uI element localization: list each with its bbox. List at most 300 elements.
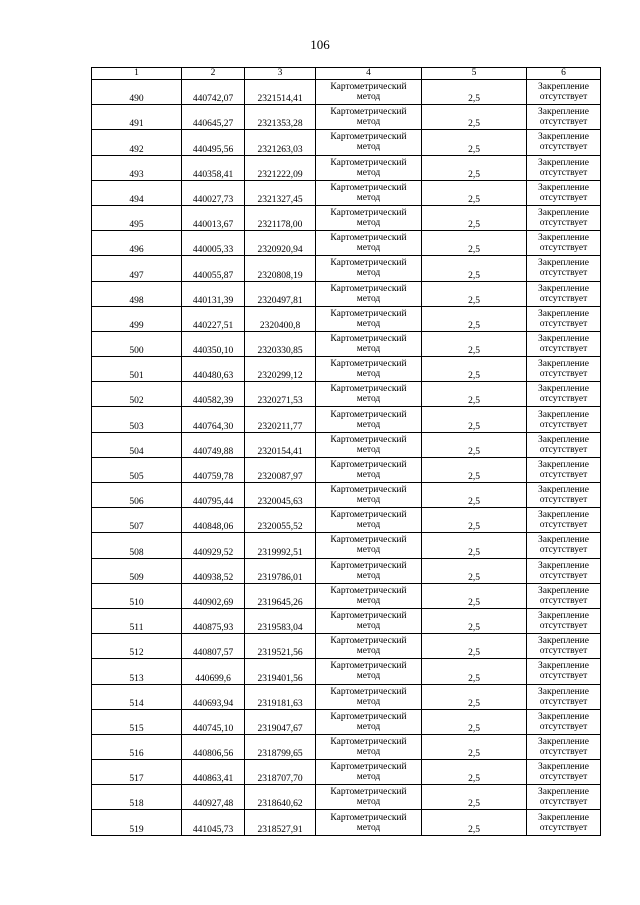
fix-line1: Закрепление — [538, 107, 589, 118]
method-line1: Картометрический — [330, 535, 407, 546]
fixing-cell — [527, 583, 601, 608]
fix-line2: отсутствует — [539, 671, 588, 682]
method-line1: Картометрический — [330, 611, 407, 622]
fix-line2: отсутствует — [539, 570, 588, 581]
fixing-cell — [527, 709, 601, 734]
coordinate-x: 440645,27 — [182, 105, 245, 130]
coordinate-y: 2320087,97 — [245, 457, 316, 482]
method-line1: Картометрический — [330, 510, 407, 521]
fixing-cell — [527, 734, 601, 759]
coordinate-x: 440013,67 — [182, 205, 245, 230]
error-value: 2,5 — [422, 231, 527, 256]
coordinate-y: 2318707,70 — [245, 760, 316, 785]
point-number: 498 — [92, 281, 182, 306]
method-cell — [316, 130, 422, 155]
error-value: 2,5 — [422, 281, 527, 306]
point-number: 504 — [92, 432, 182, 457]
fix-line2: отсутствует — [539, 369, 588, 380]
fixing-cell — [527, 231, 601, 256]
coordinate-x: 440027,73 — [182, 180, 245, 205]
fix-line2: отсутствует — [539, 495, 588, 506]
fix-line2: отсутствует — [539, 746, 588, 757]
coordinate-x: 440795,44 — [182, 483, 245, 508]
fix-line1: Закрепление — [538, 157, 589, 168]
error-value: 2,5 — [422, 407, 527, 432]
coordinate-x: 440875,93 — [182, 608, 245, 633]
method-line2: метод — [356, 469, 381, 480]
method-line1: Картометрический — [330, 686, 407, 697]
method-line2: метод — [356, 243, 381, 254]
table-row — [92, 130, 601, 155]
error-value: 2,5 — [422, 256, 527, 281]
error-value: 2,5 — [422, 483, 527, 508]
point-number: 493 — [92, 155, 182, 180]
fix-line2: отсутствует — [539, 293, 588, 304]
fix-line1: Закрепление — [538, 736, 589, 747]
method-cell — [316, 734, 422, 759]
fix-line1: Закрепление — [538, 283, 589, 294]
error-value: 2,5 — [422, 306, 527, 331]
fixing-cell — [527, 80, 601, 105]
method-line2: метод — [356, 318, 381, 329]
coordinate-y: 2320497,81 — [245, 281, 316, 306]
method-cell — [316, 457, 422, 482]
method-line2: метод — [356, 293, 381, 304]
fix-line1: Закрепление — [538, 762, 589, 773]
fix-line1: Закрепление — [538, 233, 589, 244]
fixing-cell — [527, 357, 601, 382]
error-value: 2,5 — [422, 684, 527, 709]
method-line2: метод — [356, 570, 381, 581]
error-value: 2,5 — [422, 634, 527, 659]
fix-line1: Закрепление — [538, 208, 589, 219]
table-row — [92, 432, 601, 457]
method-line2: метод — [356, 520, 381, 531]
coordinate-y: 2318527,91 — [245, 810, 316, 835]
table-row — [92, 306, 601, 331]
method-line1: Картометрический — [330, 308, 407, 319]
fix-line2: отсутствует — [539, 520, 588, 531]
coordinate-y: 2321327,45 — [245, 180, 316, 205]
table-row — [92, 457, 601, 482]
coordinate-x: 440227,51 — [182, 306, 245, 331]
method-cell — [316, 432, 422, 457]
method-cell — [316, 331, 422, 356]
fixing-cell — [527, 205, 601, 230]
method-cell — [316, 256, 422, 281]
coordinate-x: 440582,39 — [182, 382, 245, 407]
point-number: 507 — [92, 508, 182, 533]
table-row — [92, 80, 601, 105]
point-number: 519 — [92, 810, 182, 835]
fix-line2: отсутствует — [539, 394, 588, 405]
coordinate-y: 2320055,52 — [245, 508, 316, 533]
table-row — [92, 659, 601, 684]
column-header: 5 — [422, 68, 527, 80]
method-line1: Картометрический — [330, 812, 407, 823]
table-row — [92, 281, 601, 306]
coordinate-y: 2320154,41 — [245, 432, 316, 457]
coordinate-x: 440807,57 — [182, 634, 245, 659]
coordinate-x: 440927,48 — [182, 785, 245, 810]
table-row — [92, 483, 601, 508]
fix-line2: отсутствует — [539, 822, 588, 833]
method-cell — [316, 760, 422, 785]
fixing-cell — [527, 256, 601, 281]
fixing-cell — [527, 558, 601, 583]
coordinate-x: 440742,07 — [182, 80, 245, 105]
error-value: 2,5 — [422, 130, 527, 155]
error-value: 2,5 — [422, 785, 527, 810]
coordinate-x: 440863,41 — [182, 760, 245, 785]
fixing-cell — [527, 608, 601, 633]
table-row — [92, 558, 601, 583]
table-row — [92, 760, 601, 785]
point-number: 514 — [92, 684, 182, 709]
fix-line2: отсутствует — [539, 419, 588, 430]
coordinate-x: 440055,87 — [182, 256, 245, 281]
method-cell — [316, 483, 422, 508]
fix-line1: Закрепление — [538, 434, 589, 445]
coordinate-y: 2321353,28 — [245, 105, 316, 130]
method-line2: метод — [356, 419, 381, 430]
method-line1: Картометрический — [330, 636, 407, 647]
method-line2: метод — [356, 192, 381, 203]
coordinate-x: 440929,52 — [182, 533, 245, 558]
method-line2: метод — [356, 797, 381, 808]
table-row — [92, 810, 601, 835]
table-row — [92, 634, 601, 659]
method-cell — [316, 659, 422, 684]
column-header: 4 — [316, 68, 422, 80]
coordinate-y: 2319583,04 — [245, 608, 316, 633]
table-row — [92, 684, 601, 709]
coordinate-x: 440358,41 — [182, 155, 245, 180]
fixing-cell — [527, 483, 601, 508]
method-line1: Картометрический — [330, 107, 407, 118]
error-value: 2,5 — [422, 432, 527, 457]
point-number: 513 — [92, 659, 182, 684]
method-line1: Картометрический — [330, 233, 407, 244]
point-number: 499 — [92, 306, 182, 331]
error-value: 2,5 — [422, 608, 527, 633]
error-value: 2,5 — [422, 810, 527, 835]
fix-line2: отсутствует — [539, 696, 588, 707]
method-line1: Картометрический — [330, 485, 407, 496]
coordinate-x: 440749,88 — [182, 432, 245, 457]
fix-line1: Закрепление — [538, 258, 589, 269]
column-header: 2 — [182, 68, 245, 80]
fixing-cell — [527, 130, 601, 155]
method-line2: метод — [356, 545, 381, 556]
fix-line1: Закрепление — [538, 535, 589, 546]
fixing-cell — [527, 457, 601, 482]
coordinate-x: 440745,10 — [182, 709, 245, 734]
method-cell — [316, 583, 422, 608]
point-number: 495 — [92, 205, 182, 230]
method-line2: метод — [356, 343, 381, 354]
method-line2: метод — [356, 621, 381, 632]
method-line1: Картометрический — [330, 333, 407, 344]
coordinate-x: 440005,33 — [182, 231, 245, 256]
method-cell — [316, 180, 422, 205]
fix-line1: Закрепление — [538, 812, 589, 823]
coordinate-y: 2321178,00 — [245, 205, 316, 230]
fixing-cell — [527, 785, 601, 810]
method-cell — [316, 80, 422, 105]
fix-line2: отсутствует — [539, 243, 588, 254]
table-row — [92, 105, 601, 130]
method-cell — [316, 810, 422, 835]
error-value: 2,5 — [422, 709, 527, 734]
coordinate-y: 2320271,53 — [245, 382, 316, 407]
table-header-row — [92, 68, 601, 80]
fix-line1: Закрепление — [538, 485, 589, 496]
coordinate-y: 2318799,65 — [245, 734, 316, 759]
method-line1: Картометрический — [330, 283, 407, 294]
point-number: 497 — [92, 256, 182, 281]
point-number: 518 — [92, 785, 182, 810]
coordinate-y: 2321222,09 — [245, 155, 316, 180]
fixing-cell — [527, 281, 601, 306]
coordinate-y: 2320211,77 — [245, 407, 316, 432]
coordinate-y: 2319181,63 — [245, 684, 316, 709]
method-line2: метод — [356, 92, 381, 103]
method-line2: метод — [356, 167, 381, 178]
table-row — [92, 533, 601, 558]
method-line1: Картометрический — [330, 359, 407, 370]
point-number: 490 — [92, 80, 182, 105]
fixing-cell — [527, 508, 601, 533]
method-line2: метод — [356, 646, 381, 657]
method-cell — [316, 357, 422, 382]
coordinate-x: 440902,69 — [182, 583, 245, 608]
error-value: 2,5 — [422, 180, 527, 205]
method-line1: Картометрический — [330, 384, 407, 395]
method-line1: Картометрический — [330, 208, 407, 219]
coordinate-y: 2319992,51 — [245, 533, 316, 558]
fix-line2: отсутствует — [539, 167, 588, 178]
page-number: 106 — [310, 37, 330, 52]
fix-line2: отсутствует — [539, 192, 588, 203]
column-header: 1 — [92, 68, 182, 80]
method-line2: метод — [356, 822, 381, 833]
coordinate-y: 2320808,19 — [245, 256, 316, 281]
method-line1: Картометрический — [330, 736, 407, 747]
point-number: 511 — [92, 608, 182, 633]
coordinate-y: 2319521,56 — [245, 634, 316, 659]
fixing-cell — [527, 659, 601, 684]
method-cell — [316, 205, 422, 230]
coordinate-y: 2320920,94 — [245, 231, 316, 256]
fix-line1: Закрепление — [538, 384, 589, 395]
method-cell — [316, 306, 422, 331]
coordinate-y: 2318640,62 — [245, 785, 316, 810]
fix-line2: отсутствует — [539, 469, 588, 480]
fix-line1: Закрепление — [538, 510, 589, 521]
fix-line1: Закрепление — [538, 560, 589, 571]
coordinate-x: 440938,52 — [182, 558, 245, 583]
coordinate-y: 2320330,85 — [245, 331, 316, 356]
method-line1: Картометрический — [330, 258, 407, 269]
coordinate-y: 2321514,41 — [245, 80, 316, 105]
fixing-cell — [527, 382, 601, 407]
coordinate-y: 2319645,26 — [245, 583, 316, 608]
fixing-cell — [527, 760, 601, 785]
error-value: 2,5 — [422, 760, 527, 785]
fix-line1: Закрепление — [538, 686, 589, 697]
fixing-cell — [527, 331, 601, 356]
point-number: 501 — [92, 357, 182, 382]
method-line2: метод — [356, 495, 381, 506]
table-row — [92, 256, 601, 281]
fix-line2: отсутствует — [539, 92, 588, 103]
table-row — [92, 709, 601, 734]
error-value: 2,5 — [422, 382, 527, 407]
fixing-cell — [527, 432, 601, 457]
error-value: 2,5 — [422, 533, 527, 558]
method-line2: метод — [356, 671, 381, 682]
fixing-cell — [527, 155, 601, 180]
method-line1: Картометрический — [330, 434, 407, 445]
method-line1: Картометрический — [330, 182, 407, 193]
coordinate-y: 2320400,8 — [245, 306, 316, 331]
method-line2: метод — [356, 268, 381, 279]
method-cell — [316, 155, 422, 180]
error-value: 2,5 — [422, 558, 527, 583]
point-number: 517 — [92, 760, 182, 785]
table-body — [92, 80, 601, 836]
method-line2: метод — [356, 444, 381, 455]
fix-line1: Закрепление — [538, 359, 589, 370]
table-row — [92, 508, 601, 533]
method-cell — [316, 709, 422, 734]
coordinate-x: 440350,10 — [182, 331, 245, 356]
error-value: 2,5 — [422, 508, 527, 533]
fixing-cell — [527, 810, 601, 835]
method-cell — [316, 508, 422, 533]
fixing-cell — [527, 180, 601, 205]
fix-line2: отсутствует — [539, 268, 588, 279]
coordinate-x: 440759,78 — [182, 457, 245, 482]
error-value: 2,5 — [422, 205, 527, 230]
method-cell — [316, 231, 422, 256]
fix-line1: Закрепление — [538, 308, 589, 319]
fix-line1: Закрепление — [538, 585, 589, 596]
method-line2: метод — [356, 117, 381, 128]
point-number: 512 — [92, 634, 182, 659]
fixing-cell — [527, 306, 601, 331]
point-number: 496 — [92, 231, 182, 256]
fix-line2: отсутствует — [539, 318, 588, 329]
error-value: 2,5 — [422, 80, 527, 105]
point-number: 505 — [92, 457, 182, 482]
point-number: 500 — [92, 331, 182, 356]
fix-line1: Закрепление — [538, 333, 589, 344]
fix-line1: Закрепление — [538, 636, 589, 647]
coordinate-x: 440699,6 — [182, 659, 245, 684]
fix-line2: отсутствует — [539, 117, 588, 128]
fixing-cell — [527, 634, 601, 659]
method-cell — [316, 407, 422, 432]
column-header: 6 — [527, 68, 601, 80]
method-cell — [316, 281, 422, 306]
coordinate-y: 2320299,12 — [245, 357, 316, 382]
method-line1: Картометрический — [330, 711, 407, 722]
method-cell — [316, 558, 422, 583]
point-number: 503 — [92, 407, 182, 432]
method-line1: Картометрический — [330, 157, 407, 168]
error-value: 2,5 — [422, 457, 527, 482]
method-line1: Картометрический — [330, 762, 407, 773]
table-row — [92, 407, 601, 432]
fix-line2: отсутствует — [539, 343, 588, 354]
fix-line1: Закрепление — [538, 182, 589, 193]
fix-line2: отсутствует — [539, 772, 588, 783]
table-row — [92, 583, 601, 608]
fix-line1: Закрепление — [538, 711, 589, 722]
table-row — [92, 205, 601, 230]
table-row — [92, 785, 601, 810]
method-cell — [316, 785, 422, 810]
fixing-cell — [527, 533, 601, 558]
table-row — [92, 382, 601, 407]
point-number: 506 — [92, 483, 182, 508]
fix-line1: Закрепление — [538, 661, 589, 672]
error-value: 2,5 — [422, 155, 527, 180]
fixing-cell — [527, 684, 601, 709]
table-row — [92, 155, 601, 180]
fix-line1: Закрепление — [538, 132, 589, 143]
method-line2: метод — [356, 595, 381, 606]
fix-line2: отсутствует — [539, 444, 588, 455]
method-line2: метод — [356, 218, 381, 229]
table-row — [92, 608, 601, 633]
fix-line2: отсутствует — [539, 721, 588, 732]
point-number: 492 — [92, 130, 182, 155]
method-line1: Картометрический — [330, 661, 407, 672]
table-row — [92, 331, 601, 356]
fix-line1: Закрепление — [538, 611, 589, 622]
fix-line1: Закрепление — [538, 82, 589, 93]
coordinate-y: 2319401,56 — [245, 659, 316, 684]
method-cell — [316, 684, 422, 709]
table-row — [92, 734, 601, 759]
point-number: 509 — [92, 558, 182, 583]
point-number: 515 — [92, 709, 182, 734]
coordinate-x: 440495,56 — [182, 130, 245, 155]
fix-line2: отсутствует — [539, 621, 588, 632]
table-row — [92, 180, 601, 205]
coordinate-x: 440693,94 — [182, 684, 245, 709]
fix-line1: Закрепление — [538, 459, 589, 470]
coordinate-y: 2319047,67 — [245, 709, 316, 734]
method-line1: Картометрический — [330, 459, 407, 470]
coordinate-x: 440806,56 — [182, 734, 245, 759]
point-number: 491 — [92, 105, 182, 130]
error-value: 2,5 — [422, 734, 527, 759]
coordinate-x: 440764,30 — [182, 407, 245, 432]
fixing-cell — [527, 407, 601, 432]
column-header: 3 — [245, 68, 316, 80]
error-value: 2,5 — [422, 583, 527, 608]
method-cell — [316, 533, 422, 558]
error-value: 2,5 — [422, 331, 527, 356]
fixing-cell — [527, 105, 601, 130]
table-row — [92, 231, 601, 256]
point-number: 494 — [92, 180, 182, 205]
method-line2: метод — [356, 696, 381, 707]
